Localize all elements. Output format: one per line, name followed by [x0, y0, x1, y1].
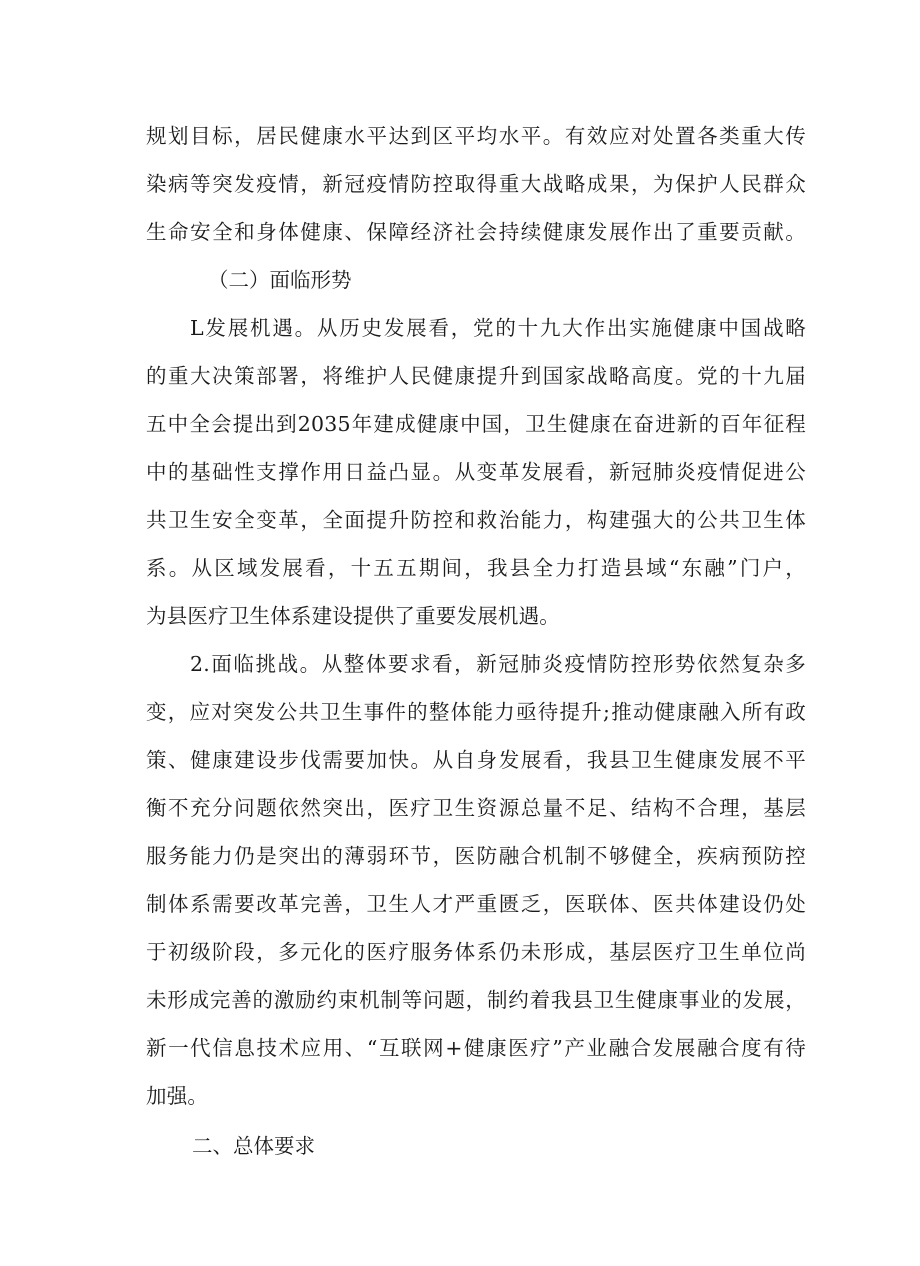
paragraph-line: 规划目标，居民健康水平达到区平均水平。有效应对处置各类重大传 — [146, 124, 806, 148]
paragraph-line: 服务能力仍是突出的薄弱环节，医防融合机制不够健全，疾病预防控 — [146, 844, 806, 868]
paragraph-line: 加强。 — [146, 1084, 209, 1108]
paragraph-line: 新一代信息技术应用、“互联网+健康医疗”产业融合发展融合度有待 — [146, 1036, 806, 1060]
paragraph-line: 制体系需要改革完善，卫生人才严重匮乏，医联体、医共体建设仍处 — [146, 892, 806, 916]
paragraph-line: 于初级阶段，多元化的医疗服务体系仍未形成，基层医疗卫生单位尚 — [146, 940, 806, 964]
paragraph-line: 共卫生安全变革，全面提升防控和救治能力，构建强大的公共卫生体 — [146, 508, 806, 532]
paragraph-line: 变，应对突发公共卫生事件的整体能力亟待提升;推动健康融入所有政 — [146, 700, 806, 724]
paragraph-line: 中的基础性支撑作用日益凸显。从变革发展看，新冠肺炎疫情促进公 — [146, 460, 806, 484]
paragraph-line: 五中全会提出到2035年建成健康中国，卫生健康在奋进新的百年征程 — [146, 412, 806, 436]
paragraph-line: L发展机遇。从历史发展看，党的十九大作出实施健康中国战略 — [190, 316, 806, 340]
paragraph-line: 生命安全和身体健康、保障经济社会持续健康发展作出了重要贡献。 — [146, 220, 806, 244]
paragraph-line: 未形成完善的激励约束机制等问题，制约着我县卫生健康事业的发展， — [146, 988, 806, 1012]
paragraph-line: 为县医疗卫生体系建设提供了重要发展机遇。 — [146, 604, 560, 628]
paragraph-line: 2.面临挑战。从整体要求看，新冠肺炎疫情防控形势依然复杂多 — [190, 652, 806, 676]
section-heading: 二、总体要求 — [192, 1134, 315, 1158]
paragraph-line: 系。从区域发展看，十五五期间，我县全力打造县域“东融”门户， — [146, 556, 806, 580]
paragraph-line: 衡不充分问题依然突出，医疗卫生资源总量不足、结构不合理，基层 — [146, 796, 806, 820]
section-subheading: （二）面临形势 — [208, 268, 352, 292]
paragraph-line: 策、健康建设步伐需要加快。从自身发展看，我县卫生健康发展不平 — [146, 748, 806, 772]
paragraph-line: 的重大决策部署，将维护人民健康提升到国家战略高度。党的十九届 — [146, 364, 806, 388]
paragraph-line: 染病等突发疫情，新冠疫情防控取得重大战略成果，为保护人民群众 — [146, 172, 806, 196]
